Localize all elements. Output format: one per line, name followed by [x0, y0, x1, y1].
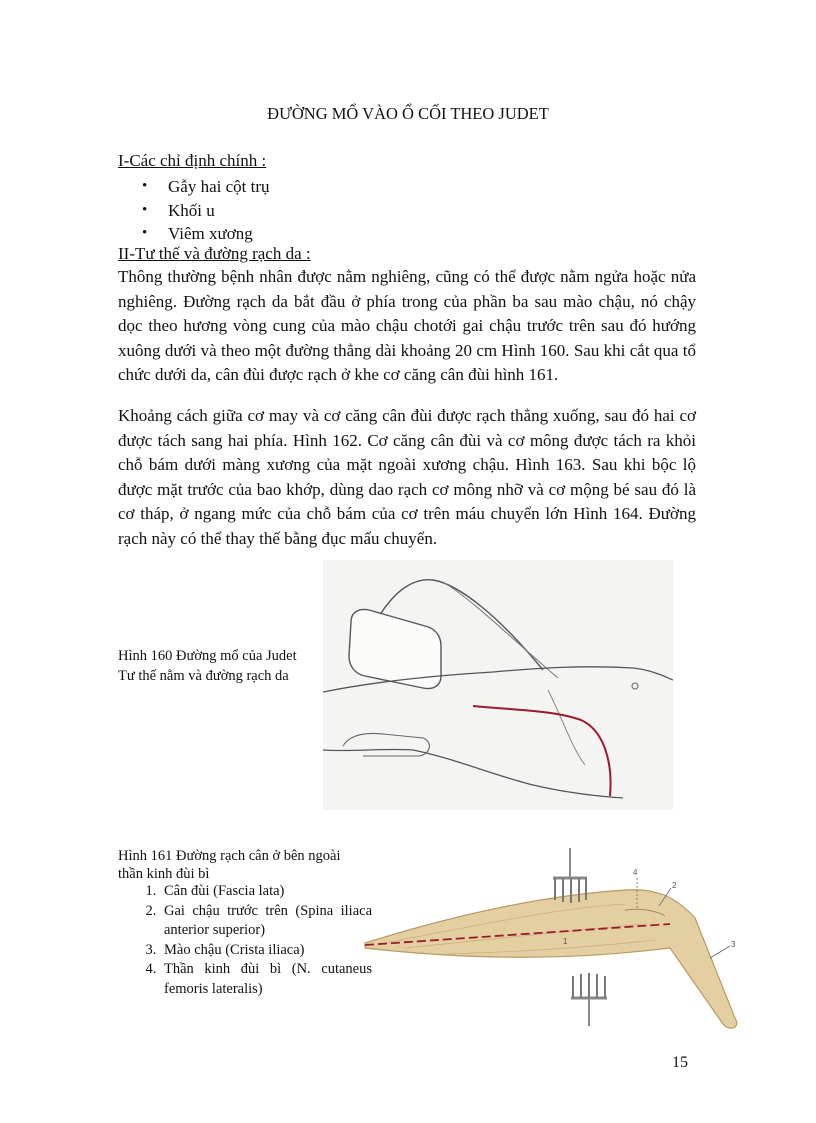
label-1: 1	[563, 937, 568, 946]
list-item: 2. Gai chậu trước trên (Spina iliaca anterior superior)	[160, 902, 372, 941]
lower-retractor	[571, 973, 607, 1026]
label-4: 4	[633, 868, 638, 877]
list-item: 3. Mào chậu (Crista iliaca)	[160, 941, 372, 961]
figure-160-caption-line1: Hình 160 Đường mổ của Judet	[118, 648, 297, 664]
list-item: 1. Cân đùi (Fascia lata)	[160, 882, 372, 902]
paragraph-technique: Khoảng cách giữa cơ may và cơ căng cân đùi được rạch thẳng xuống, sau đó hai cơ được tách sang hai phía. Hình 162. Cơ căng cân đùi và cơ mông được tách ra khỏi chỗ bám dưới màng xương của mặt ngoài xương chậu. Hình 163. Sau khi bộc lộ được mặt trước của bao khớp, dùng dao rạch cơ mông nhỡ và cơ mộng bé sau đó là cơ tháp, ở ngang mức của chỗ bám của cơ trên máu chuyển lớn Hình 164. Đường rạch này có thể thay thế bằng đục mấu chuyển.	[118, 406, 696, 548]
list-item: • Gẫy hai cột trụ	[118, 175, 270, 199]
fascia-band	[365, 890, 737, 1029]
figure-161-caption-line2: thần kinh đùi bì	[118, 866, 210, 882]
section-heading-indications: I-Các chỉ định chính :	[118, 151, 267, 170]
list-item: • Viêm xương	[118, 222, 270, 246]
label-3: 3	[731, 940, 736, 949]
label-2: 2	[672, 881, 677, 890]
page-title: ĐƯỜNG MỔ VÀO Ổ CỐI THEO JUDET	[267, 104, 549, 123]
page-number: 15	[672, 1054, 688, 1071]
section-heading-position: II-Tư thế và đường rạch da :	[118, 244, 311, 263]
list-item: 4. Thần kinh đùi bì (N. cutaneus femoris lateralis)	[160, 960, 372, 999]
indications-list	[118, 175, 270, 246]
figure-161-illustration	[325, 848, 785, 1038]
figure-160-caption-line2: Tư thế nằm và đường rạch da	[118, 668, 289, 684]
list-item: • Khối u	[118, 199, 270, 223]
paragraph-position: Thông thường bệnh nhân được nằm nghiêng, cũng có thể được nằm ngửa hoặc nửa nghiêng. Đường rạch da bắt đầu ở phía trong của phần ba sau mào chậu, nó chậy dọc theo hương vòng cung của mào chậu chotới gai chậu trước trên sau đó hướng xuông dưới và theo một đường thẳng dài khoảng 20 cm Hình 160. Sau khi cắt qua tổ chức dưới da, cân đùi được rạch ở khe cơ căng cân đùi hình 161.	[118, 267, 696, 385]
figure-160-illustration	[323, 560, 673, 810]
figure-161-caption-line1: Hình 161 Đường rạch cân ở bên ngoài	[118, 848, 341, 864]
